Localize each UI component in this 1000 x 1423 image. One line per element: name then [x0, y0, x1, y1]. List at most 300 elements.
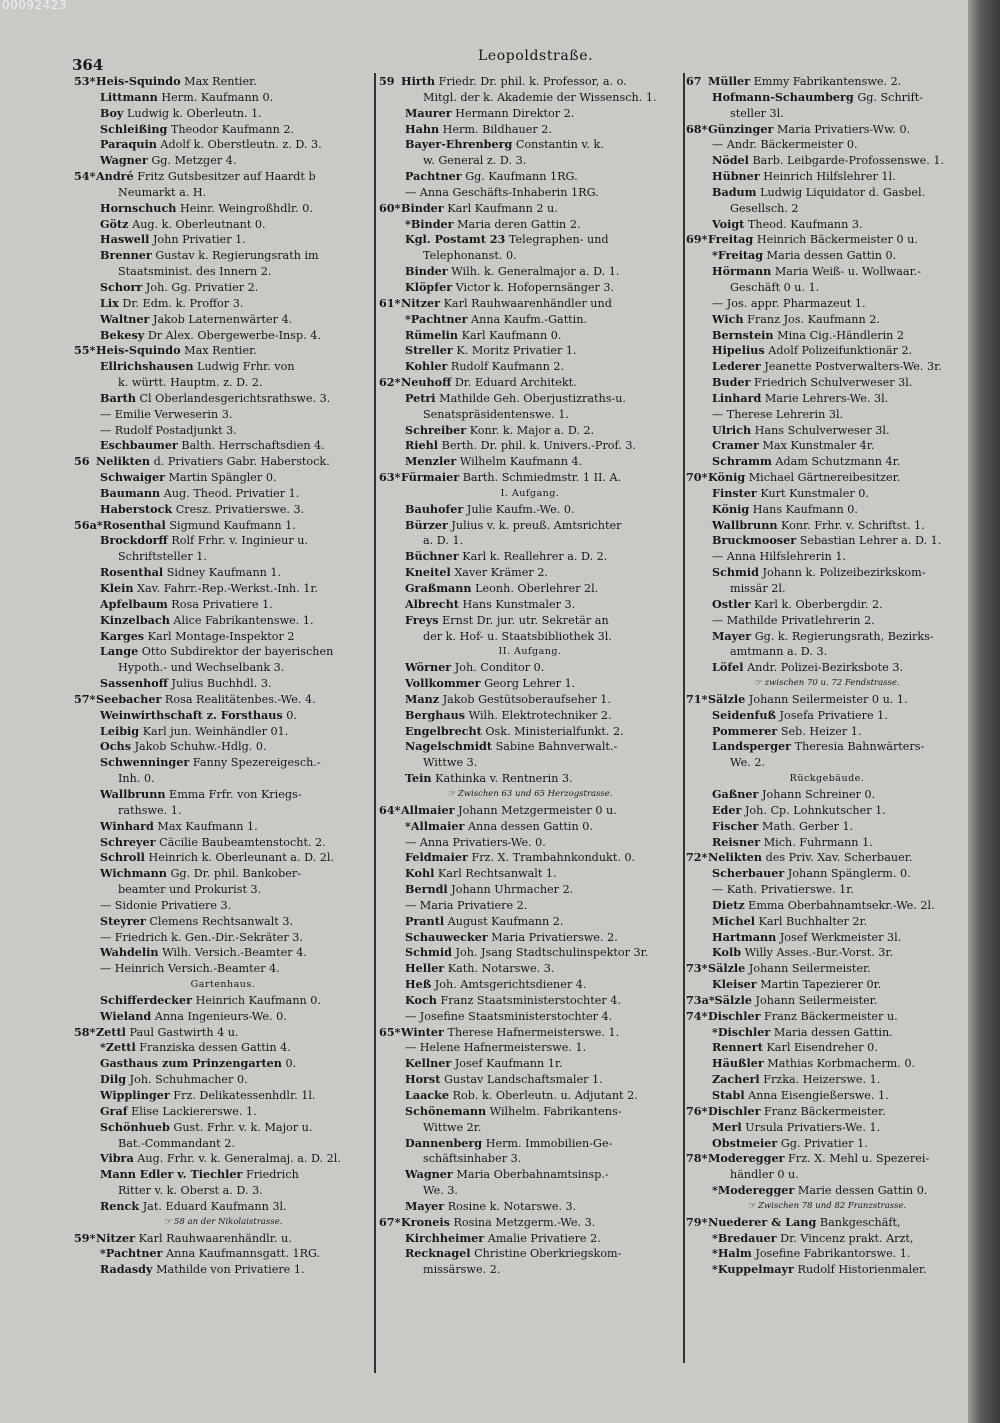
directory-entry	[686, 1151, 968, 1167]
resident-details: Karl Montage-Inspektor 2	[147, 629, 295, 643]
directory-entry	[74, 486, 372, 502]
resident-name: Kellner	[405, 1056, 452, 1071]
resident-details: Mathias Korbmacherm. 0.	[767, 1057, 916, 1071]
entry-continuation: der k. Hof- u. Staatsbibliothek 3l.	[423, 629, 612, 643]
directory-entry	[74, 137, 372, 153]
directory-entry	[379, 613, 681, 629]
page-number: 364	[72, 56, 104, 74]
resident-details: Herm. Immobilien-Ge-	[485, 1136, 613, 1150]
resident-details: Adam Schutzmann 4r.	[775, 455, 901, 469]
directory-entry	[379, 502, 681, 518]
directory-entry	[74, 787, 372, 803]
resident-details: Maria Weiß- u. Wollwaar.-	[774, 265, 922, 279]
directory-entry	[379, 518, 681, 534]
resident-details: Barb. Leibgarde-Profossenswe. 1.	[752, 154, 945, 168]
directory-entry	[74, 1262, 372, 1278]
resident-name: Rosenthal	[102, 517, 166, 532]
resident-details: Christine Oberkriegskom-	[474, 1247, 622, 1261]
resident-details: Michael Gärtnereibesitzer.	[748, 471, 901, 485]
resident-name: Sälzle	[708, 691, 746, 706]
cross-street-note: ☞ Zwischen 78 und 82 Franzstrasse.	[747, 1200, 907, 1211]
resident-name: Graßmann	[405, 581, 472, 595]
directory-entry	[379, 169, 681, 185]
directory-entry	[74, 343, 372, 359]
resident-name: Michel	[712, 913, 755, 928]
directory-entry	[686, 945, 968, 961]
resident-name: *Bredauer	[712, 1230, 777, 1245]
directory-entry	[74, 1167, 372, 1183]
resident-name: Nuederer & Lang	[708, 1214, 817, 1229]
house-number: 60*	[379, 200, 401, 215]
directory-entry	[379, 692, 681, 708]
house-number: 63*	[379, 470, 401, 485]
directory-entry	[379, 470, 681, 486]
resident-details: Alice Fabrikantenswe. 1.	[173, 613, 314, 627]
resident-details: Joh. Cp. Lohnkutscher 1.	[744, 803, 886, 817]
resident-details: Ernst Dr. jur. utr. Sekretär an	[442, 613, 609, 627]
directory-entry	[379, 819, 681, 835]
house-number: 68*	[686, 121, 708, 136]
resident-details: Friedrich	[245, 1168, 299, 1182]
resident-details: Jat. Eduard Kaufmann 3l.	[142, 1199, 287, 1213]
directory-entry	[686, 438, 968, 454]
resident-name: Rosenthal	[100, 565, 164, 580]
resident-details: Mathilde von Privatiere 1.	[156, 1263, 305, 1277]
resident-name: Nelikten	[96, 454, 151, 469]
directory-entry	[686, 217, 968, 233]
directory-entry	[686, 391, 968, 407]
directory-entry	[686, 1009, 968, 1025]
resident-details: Xaver Krämer 2.	[454, 566, 548, 580]
resident-name: Nelikten	[708, 850, 763, 865]
resident-name: Petri	[405, 390, 436, 405]
directory-entry	[379, 106, 681, 122]
resident-details: Johann Metzgermeister 0 u.	[458, 803, 617, 817]
resident-name: Dietz	[712, 897, 745, 912]
directory-entry	[686, 692, 968, 708]
directory-entry	[74, 1088, 372, 1104]
related-resident: — Josefine Staatsministerstochter 4.	[405, 1009, 613, 1023]
resident-details: Josef Kaufmann 1r.	[454, 1057, 563, 1071]
directory-entry	[74, 613, 372, 629]
related-resident: — Anna Privatiers-We. 0.	[405, 835, 546, 849]
resident-details: Marie dessen Gattin 0.	[797, 1184, 928, 1198]
resident-name: Schönhueb	[100, 1119, 170, 1134]
resident-details: Gg. Privatier 1.	[780, 1136, 868, 1150]
running-header: Leopoldstraße.	[478, 48, 594, 64]
resident-name: Obstmeier	[712, 1135, 778, 1150]
resident-details: Franz Bäckermeister u.	[764, 1009, 898, 1023]
entry-continuation: a. D. 1.	[423, 534, 464, 548]
resident-details: Wilh. Versich.-Beamter 4.	[162, 946, 307, 960]
house-number: 55*	[74, 343, 96, 358]
resident-details: Kath. Notarswe. 3.	[447, 962, 555, 976]
directory-entry	[686, 502, 968, 518]
resident-name: Nitzer	[96, 1230, 136, 1245]
resident-details: Jeanette Postverwalters-We. 3r.	[764, 360, 942, 374]
directory-entry	[379, 866, 681, 882]
resident-name: Laacke	[405, 1088, 450, 1102]
resident-name: Kneitel	[405, 565, 451, 580]
resident-name: Schmid	[712, 565, 759, 580]
directory-entry	[74, 328, 372, 344]
resident-name: Nagelschmidt	[405, 739, 492, 754]
resident-name: Heis-Squindo	[96, 343, 181, 358]
resident-name: *Halm	[712, 1246, 752, 1261]
resident-details: Maria Privatierswe. 2.	[491, 930, 618, 944]
resident-name: Littmann	[100, 89, 158, 104]
resident-name: Baumann	[100, 485, 161, 500]
resident-details: Max Rentier.	[184, 75, 257, 88]
directory-entry	[74, 708, 372, 724]
house-number: 70*	[686, 470, 708, 485]
page-edge	[968, 0, 1000, 1423]
entry-continuation: Inh. 0.	[118, 772, 155, 786]
resident-name: *Pachtner	[405, 311, 468, 326]
resident-details: Gustav k. Regierungsrath im	[155, 249, 319, 263]
resident-details: Anna Ingenieurs-We. 0.	[154, 1009, 287, 1023]
directory-entry	[74, 518, 372, 534]
directory-entry	[379, 850, 681, 866]
directory-entry	[379, 375, 681, 391]
directory-entry	[686, 1088, 968, 1104]
resident-name: Menzler	[405, 454, 457, 469]
directory-entry	[379, 359, 681, 375]
directory-entry	[74, 914, 372, 930]
related-resident: — Emilie Verweserin 3.	[100, 407, 233, 421]
resident-details: Anna Kaufm.-Gattin.	[471, 312, 588, 326]
directory-entry	[686, 819, 968, 835]
directory-entry	[74, 280, 372, 296]
resident-details: Dr. Vincenz prakt. Arzt,	[780, 1231, 914, 1245]
resident-name: Schifferdecker	[100, 992, 192, 1007]
directory-entry	[379, 945, 681, 961]
resident-details: Jakob Gestütsoberaufseher 1.	[442, 692, 611, 706]
directory-entry	[379, 565, 681, 581]
directory-entry	[74, 122, 372, 138]
resident-name: Winhard	[100, 818, 154, 833]
directory-entry	[686, 423, 968, 439]
section-heading: Gartenhaus.	[190, 979, 256, 991]
resident-name: *Zettl	[100, 1040, 136, 1055]
directory-entry	[686, 850, 968, 866]
directory-entry	[379, 423, 681, 439]
resident-details: Aug. Frhr. v. k. Generalmaj. a. D. 2l.	[137, 1152, 341, 1166]
resident-name: Wallbrunn	[100, 786, 166, 801]
directory-entry	[74, 692, 372, 708]
directory-entry	[686, 248, 968, 264]
directory-entry	[686, 1262, 968, 1278]
resident-details: Amalie Privatiere 2.	[487, 1231, 601, 1245]
resident-name: Schreiber	[405, 422, 467, 437]
resident-details: Leonh. Oberlehrer 2l.	[475, 582, 599, 595]
resident-name: Hornschuch	[100, 200, 177, 215]
directory-entry	[74, 90, 372, 106]
resident-details: Theodor Kaufmann 2.	[170, 122, 295, 136]
resident-name: Ostler	[712, 596, 751, 611]
resident-details: Mathilde Geh. Oberjustizraths-u.	[439, 391, 626, 405]
directory-entry	[379, 122, 681, 138]
resident-details: Dr. Eduard Architekt.	[454, 376, 577, 390]
resident-name: Klein	[100, 581, 134, 595]
resident-name: Eder	[712, 802, 742, 817]
resident-name: Wagner	[100, 153, 148, 168]
resident-details: Theod. Kaufmann 3.	[747, 217, 863, 231]
resident-name: Kgl. Postamt 23	[405, 232, 506, 247]
resident-details: Rosine k. Notarswe. 3.	[447, 1199, 577, 1213]
house-number: 79*	[686, 1214, 708, 1229]
directory-entry	[74, 153, 372, 169]
directory-entry	[686, 1104, 968, 1120]
resident-name: Karges	[100, 628, 145, 643]
directory-entry	[686, 74, 968, 90]
resident-name: Fürmaier	[401, 470, 460, 485]
resident-details: Martin Spängler 0.	[168, 471, 277, 485]
resident-details: Xav. Fahrr.-Rep.-Werkst.-Inh. 1r.	[137, 582, 319, 595]
directory-entry	[686, 914, 968, 930]
resident-name: Ellrichshausen	[100, 359, 194, 374]
directory-entry	[686, 264, 968, 280]
resident-details: Rosa Realitätenbes.-We. 4.	[164, 692, 316, 706]
directory-entry	[686, 328, 968, 344]
resident-details: Emma Frfr. von Kriegs-	[169, 787, 302, 801]
house-number: 65*	[379, 1024, 401, 1039]
resident-details: Rolf Frhr. v. Inginieur u.	[171, 534, 309, 548]
directory-entry	[686, 533, 968, 549]
directory-entry	[686, 961, 968, 977]
resident-details: Aug. Theod. Privatier 1.	[163, 486, 300, 500]
directory-entry	[74, 1009, 372, 1025]
resident-name: Heller	[405, 961, 445, 976]
house-number: 54*	[74, 169, 96, 184]
house-number: 73a*	[686, 992, 715, 1007]
resident-name: Zacherl	[712, 1072, 760, 1087]
related-resident: — Anna Hilfslehrerin 1.	[712, 550, 846, 564]
resident-details: Elise Lackiererswe. 1.	[131, 1104, 257, 1118]
resident-details: Cresz. Privatierswe. 3.	[175, 502, 305, 516]
resident-details: Ursula Privatiers-We. 1.	[745, 1120, 881, 1134]
resident-name: Heis-Squindo	[96, 74, 181, 88]
directory-entry	[74, 676, 372, 692]
cross-street-note: ☞ 58 an der Nikolaistrasse.	[163, 1216, 283, 1227]
resident-name: Graf	[100, 1103, 128, 1118]
house-number: 59*	[74, 1230, 96, 1245]
resident-details: Karl k. Oberbergdir. 2.	[754, 597, 883, 611]
resident-name: Schleißing	[100, 121, 168, 136]
directory-entry	[379, 961, 681, 977]
directory-entry	[74, 217, 372, 233]
resident-name: Eschbaumer	[100, 438, 178, 453]
resident-name: Gasthaus zum Prinzengarten	[100, 1056, 282, 1071]
directory-entry	[686, 359, 968, 375]
resident-details: Herm. Kaufmann 0.	[161, 90, 274, 104]
resident-name: Stabl	[712, 1088, 745, 1102]
resident-details: Sidney Kaufmann 1.	[166, 566, 282, 580]
directory-entry	[74, 993, 372, 1009]
resident-details: Berth. Dr. phil. k. Univers.-Prof. 3.	[441, 439, 637, 453]
entry-continuation: Schriftsteller 1.	[118, 550, 207, 564]
house-number: 61*	[379, 295, 401, 310]
resident-details: Joh. Conditor 0.	[454, 661, 545, 675]
directory-entry	[379, 660, 681, 676]
directory-entry	[74, 248, 372, 264]
resident-details: Josefa Privatiere 1.	[779, 708, 888, 722]
resident-details: Franz Bäckermeister.	[764, 1104, 886, 1118]
entry-continuation: We. 2.	[730, 756, 765, 770]
directory-entry	[686, 708, 968, 724]
related-resident: — Andr. Bäckermeister 0.	[712, 138, 858, 152]
resident-details: Karl Rauhwaarenhändler und	[443, 296, 612, 310]
directory-entry	[686, 898, 968, 914]
resident-name: Hahn	[405, 121, 440, 136]
resident-details: Adolf Polizeifunktionär 2.	[768, 344, 913, 358]
resident-details: Marie Lehrers-We. 3l.	[764, 391, 889, 405]
directory-entry	[686, 993, 968, 1009]
resident-name: *Dischler	[712, 1024, 771, 1039]
resident-name: Cramer	[712, 438, 759, 453]
entry-continuation: Ritter v. k. Oberst a. D. 3.	[118, 1184, 263, 1198]
directory-entry	[686, 312, 968, 328]
directory-entry	[74, 1056, 372, 1072]
resident-details: Johann Uhrmacher 2.	[451, 883, 574, 897]
resident-details: Rosina Metzgerm.-We. 3.	[453, 1215, 596, 1229]
entry-continuation: Neumarkt a. H.	[118, 185, 207, 199]
resident-details: Osk. Ministerialfunkt. 2.	[485, 724, 624, 738]
resident-name: Tein	[405, 771, 432, 786]
resident-details: Heinrich Bäckermeister 0 u.	[756, 233, 918, 247]
resident-details: Sebastian Lehrer a. D. 1.	[799, 534, 942, 548]
resident-details: Kathinka v. Rentnerin 3.	[435, 772, 573, 786]
resident-name: König	[708, 470, 746, 485]
directory-entry	[379, 597, 681, 613]
entry-continuation: Telephonanst. 0.	[423, 249, 517, 263]
resident-details: Paul Gastwirth 4 u.	[129, 1025, 239, 1039]
related-resident: — Heinrich Versich.-Beamter 4.	[100, 962, 280, 976]
directory-entry	[74, 312, 372, 328]
resident-details: Telegraphen- und	[508, 233, 609, 247]
resident-name: Winter	[401, 1024, 444, 1039]
directory-entry	[686, 1025, 968, 1041]
resident-details: Sigmund Kaufmann 1.	[169, 518, 296, 532]
resident-details: Johann k. Polizeibezirkskom-	[762, 566, 926, 580]
cross-street-note: ☞ zwischen 70 u. 72 Fendstrasse.	[754, 678, 900, 689]
resident-details: Joh. Amtsgerichtsdiener 4.	[434, 978, 587, 992]
resident-name: Steyrer	[100, 913, 146, 928]
entry-continuation: Staatsminist. des Innern 2.	[118, 265, 272, 279]
directory-entry	[74, 1120, 372, 1136]
directory-entry	[379, 803, 681, 819]
directory-entry	[74, 629, 372, 645]
house-number: 53*	[74, 74, 96, 88]
resident-name: Manz	[405, 691, 440, 706]
resident-name: Mann Edler v. Tiechler	[100, 1167, 243, 1182]
directory-entry	[686, 835, 968, 851]
directory-entry	[379, 993, 681, 1009]
resident-details: Karl Kaufmann 2 u.	[447, 201, 558, 215]
directory-entry	[686, 629, 968, 645]
related-resident: — Maria Privatiere 2.	[405, 898, 528, 912]
resident-details: Fanny Spezereigesch.-	[192, 756, 321, 770]
house-number: 67*	[379, 1214, 401, 1229]
resident-details: Therese Hafnermeisterswe. 1.	[447, 1025, 620, 1039]
resident-name: Apfelbaum	[100, 596, 168, 611]
resident-name: Recknagel	[405, 1246, 471, 1261]
directory-entry	[379, 1199, 681, 1215]
column-divider	[374, 73, 376, 1373]
resident-name: Schönemann	[405, 1103, 487, 1118]
resident-name: Zettl	[96, 1024, 126, 1039]
resident-name: Moderegger	[708, 1151, 785, 1166]
directory-entry	[379, 1025, 681, 1041]
directory-entry	[74, 533, 372, 549]
directory-entry	[74, 502, 372, 518]
resident-details: Ludwig Liquidator d. Gasbel.	[760, 185, 926, 199]
resident-name: *Binder	[405, 216, 454, 231]
resident-name: Schwaiger	[100, 470, 165, 485]
resident-name: Büchner	[405, 549, 459, 564]
resident-details: Frz. X. Trambahnkondukt. 0.	[471, 851, 636, 865]
resident-name: *Moderegger	[712, 1183, 795, 1198]
house-number: 58*	[74, 1024, 96, 1039]
resident-name: Dischler	[708, 1103, 761, 1118]
resident-name: Wahdelin	[100, 945, 159, 960]
resident-name: Allmaier	[401, 802, 455, 817]
directory-entry	[379, 914, 681, 930]
resident-name: Bekesy	[100, 327, 145, 342]
resident-name: Scherbauer	[712, 866, 785, 881]
house-number: 56	[74, 454, 90, 469]
directory-entry	[74, 454, 372, 470]
resident-name: Brockdorff	[100, 533, 168, 548]
house-number: 59	[379, 74, 395, 88]
resident-name: Wich	[712, 311, 744, 326]
entry-continuation: steller 3l.	[730, 106, 784, 120]
entry-continuation: missärswe. 2.	[423, 1263, 501, 1277]
directory-entry	[74, 391, 372, 407]
resident-name: Koch	[405, 992, 437, 1007]
directory-entry	[74, 1199, 372, 1215]
resident-details: Anna dessen Gattin 0.	[467, 819, 593, 833]
directory-entry	[686, 375, 968, 391]
resident-details: Friedr. Dr. phil. k. Professor, a. o.	[438, 75, 627, 88]
resident-name: Rümelin	[405, 327, 459, 342]
resident-name: Lange	[100, 644, 139, 659]
directory-entry	[74, 169, 372, 185]
resident-details: Maria deren Gattin 2.	[457, 217, 581, 231]
resident-details: Hans Schulverweser 3l.	[754, 423, 890, 437]
resident-details: Ludwig k. Oberleutn. 1.	[126, 106, 262, 120]
resident-name: Dannenberg	[405, 1135, 483, 1150]
directory-entry	[74, 1104, 372, 1120]
resident-details: Ludwig Frhr. von	[197, 360, 295, 374]
resident-details: Frz. Delikatessenhdlr. 1l.	[173, 1089, 316, 1102]
house-number: 76*	[686, 1103, 708, 1118]
resident-name: Bauhofer	[405, 501, 464, 516]
resident-name: Hipelius	[712, 343, 765, 358]
resident-details: Maria dessen Gattin 0.	[766, 249, 897, 263]
resident-name: Heß	[405, 977, 432, 992]
resident-name: Wörner	[405, 660, 452, 675]
resident-details: Johann Schreiner 0.	[762, 787, 876, 801]
resident-details: 0.	[286, 708, 297, 722]
directory-entry	[686, 1040, 968, 1056]
resident-name: Wichmann	[100, 866, 167, 881]
directory-entry	[74, 850, 372, 866]
resident-name: Mayer	[405, 1198, 445, 1213]
resident-name: Linhard	[712, 390, 762, 405]
resident-details: Wilh. k. Generalmajor a. D. 1.	[451, 265, 620, 279]
resident-details: Gustav Landschaftsmaler 1.	[443, 1073, 603, 1087]
